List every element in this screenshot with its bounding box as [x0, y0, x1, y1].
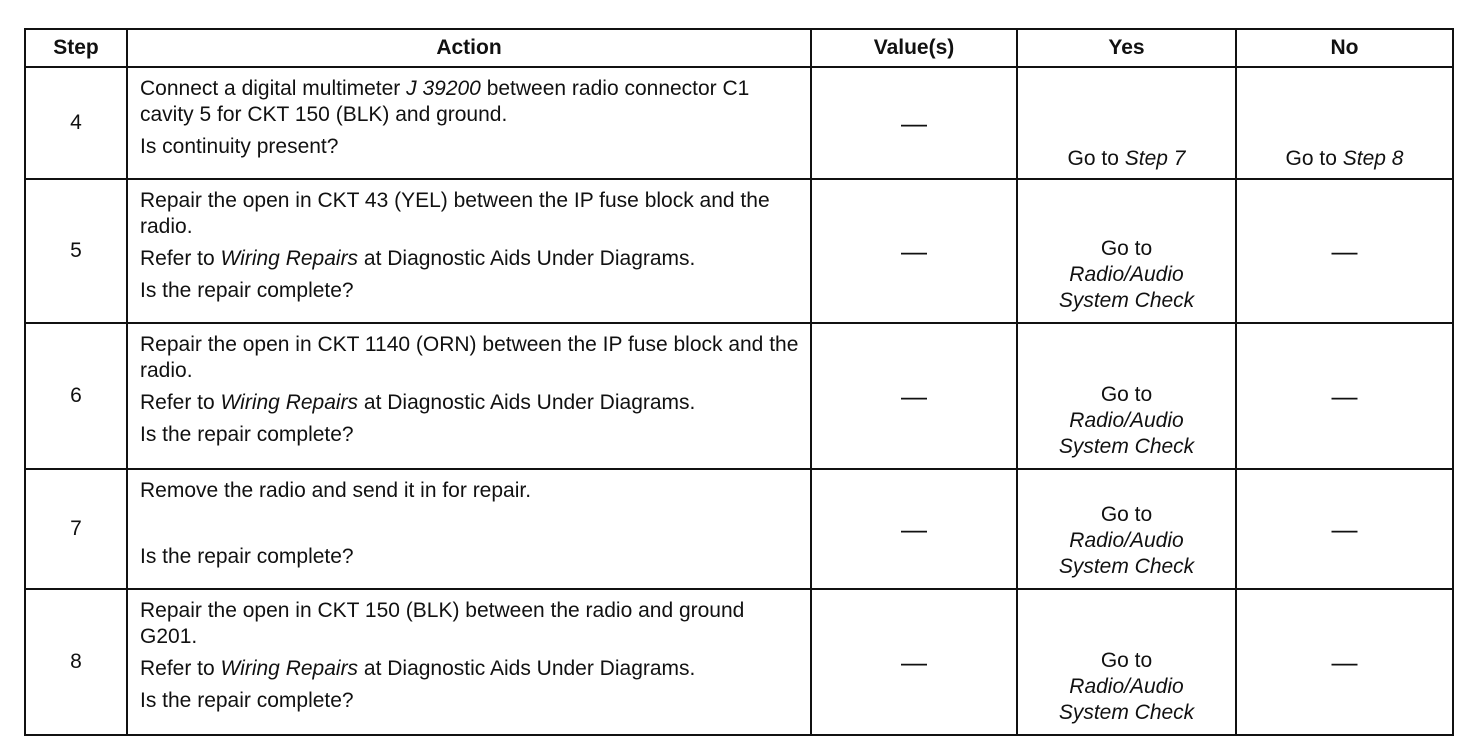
- ref-suffix: at Diagnostic Aids Under Diagrams.: [358, 391, 696, 414]
- action-question: Is the repair complete?: [140, 423, 354, 446]
- action-cell: [127, 323, 811, 469]
- header-no: No: [1236, 29, 1453, 67]
- header-values: Value(s): [811, 29, 1017, 67]
- yes-step-link[interactable]: Step 7: [1124, 147, 1186, 170]
- yes-goto: Go to: [1100, 649, 1153, 672]
- action-question: Is the repair complete?: [140, 279, 354, 302]
- step-number: 4: [25, 67, 127, 179]
- action-cell: [127, 589, 811, 735]
- action-cell: [127, 67, 811, 179]
- diagnostic-table: [24, 28, 1454, 736]
- yes-cell: [1017, 323, 1236, 469]
- ref-prefix: Refer to: [140, 247, 221, 270]
- yes-target-line1[interactable]: Radio/Audio: [1069, 263, 1184, 286]
- action-question: Is the repair complete?: [140, 689, 354, 712]
- no-cell: —: [1236, 589, 1453, 735]
- value-cell: —: [811, 323, 1017, 469]
- no-prefix: Go to: [1285, 147, 1343, 170]
- yes-prefix: Go to: [1067, 147, 1125, 170]
- yes-goto: Go to: [1100, 503, 1153, 526]
- action-reference: [140, 390, 800, 416]
- value-cell: —: [811, 179, 1017, 323]
- table-row-step-8: [25, 589, 1453, 735]
- header-action: Action: [127, 29, 811, 67]
- ref-prefix: Refer to: [140, 391, 221, 414]
- yes-goto: Go to: [1100, 383, 1153, 406]
- table-row-step-5: [25, 179, 1453, 323]
- no-step-link[interactable]: Step 8: [1342, 147, 1404, 170]
- action-question: Is the repair complete?: [140, 545, 354, 568]
- wiring-repairs-link[interactable]: Wiring Repairs: [220, 247, 359, 270]
- step-number: 5: [25, 179, 127, 323]
- yes-target-line1[interactable]: Radio/Audio: [1069, 529, 1184, 552]
- action-question: Is continuity present?: [140, 135, 339, 158]
- no-cell: —: [1236, 323, 1453, 469]
- step-number: 8: [25, 589, 127, 735]
- yes-cell: [1017, 589, 1236, 735]
- ref-suffix: at Diagnostic Aids Under Diagrams.: [358, 657, 696, 680]
- table-row-step-6: [25, 323, 1453, 469]
- yes-cell: [1017, 179, 1236, 323]
- value-cell: —: [811, 67, 1017, 179]
- wiring-repairs-link[interactable]: Wiring Repairs: [220, 657, 359, 680]
- yes-target-line1[interactable]: Radio/Audio: [1069, 675, 1184, 698]
- yes-target-line2[interactable]: System Check: [1058, 555, 1195, 578]
- action-reference: [140, 656, 800, 682]
- value-cell: —: [811, 589, 1017, 735]
- table-row-step-4: [25, 67, 1453, 179]
- action-instruction: Remove the radio and send it in for repair.: [140, 479, 532, 502]
- header-yes: Yes: [1017, 29, 1236, 67]
- action-instruction: Repair the open in CKT 43 (YEL) between the IP fuse block and the radio.: [140, 189, 770, 238]
- yes-goto: Go to: [1100, 237, 1153, 260]
- step-number: 7: [25, 469, 127, 589]
- no-cell: [1236, 67, 1453, 179]
- action-instruction: [140, 76, 800, 128]
- action-cell: [127, 469, 811, 589]
- yes-target-line2[interactable]: System Check: [1058, 701, 1195, 724]
- yes-cell: [1017, 469, 1236, 589]
- header-step: Step: [25, 29, 127, 67]
- table-row-step-7: [25, 469, 1453, 589]
- action-instruction: Repair the open in CKT 150 (BLK) between the radio and ground G201.: [140, 599, 745, 648]
- ref-suffix: at Diagnostic Aids Under Diagrams.: [358, 247, 696, 270]
- yes-target-line1[interactable]: Radio/Audio: [1069, 409, 1184, 432]
- action-cell: [127, 179, 811, 323]
- no-cell: —: [1236, 179, 1453, 323]
- action-reference: [140, 246, 800, 272]
- tool-number: J 39200: [406, 77, 481, 100]
- yes-cell: [1017, 67, 1236, 179]
- action-text-pre: Connect a digital multimeter: [140, 77, 407, 100]
- yes-target-line2[interactable]: System Check: [1058, 435, 1195, 458]
- header-row: [25, 29, 1453, 67]
- no-cell: —: [1236, 469, 1453, 589]
- action-instruction: Repair the open in CKT 1140 (ORN) between the IP fuse block and the radio.: [140, 333, 799, 382]
- ref-prefix: Refer to: [140, 657, 221, 680]
- value-cell: —: [811, 469, 1017, 589]
- action-text-post: between radio connector C1 cavity 5 for CKT 150 (BLK) and ground.: [140, 77, 750, 126]
- step-number: 6: [25, 323, 127, 469]
- wiring-repairs-link[interactable]: Wiring Repairs: [220, 391, 359, 414]
- yes-target-line2[interactable]: System Check: [1058, 289, 1195, 312]
